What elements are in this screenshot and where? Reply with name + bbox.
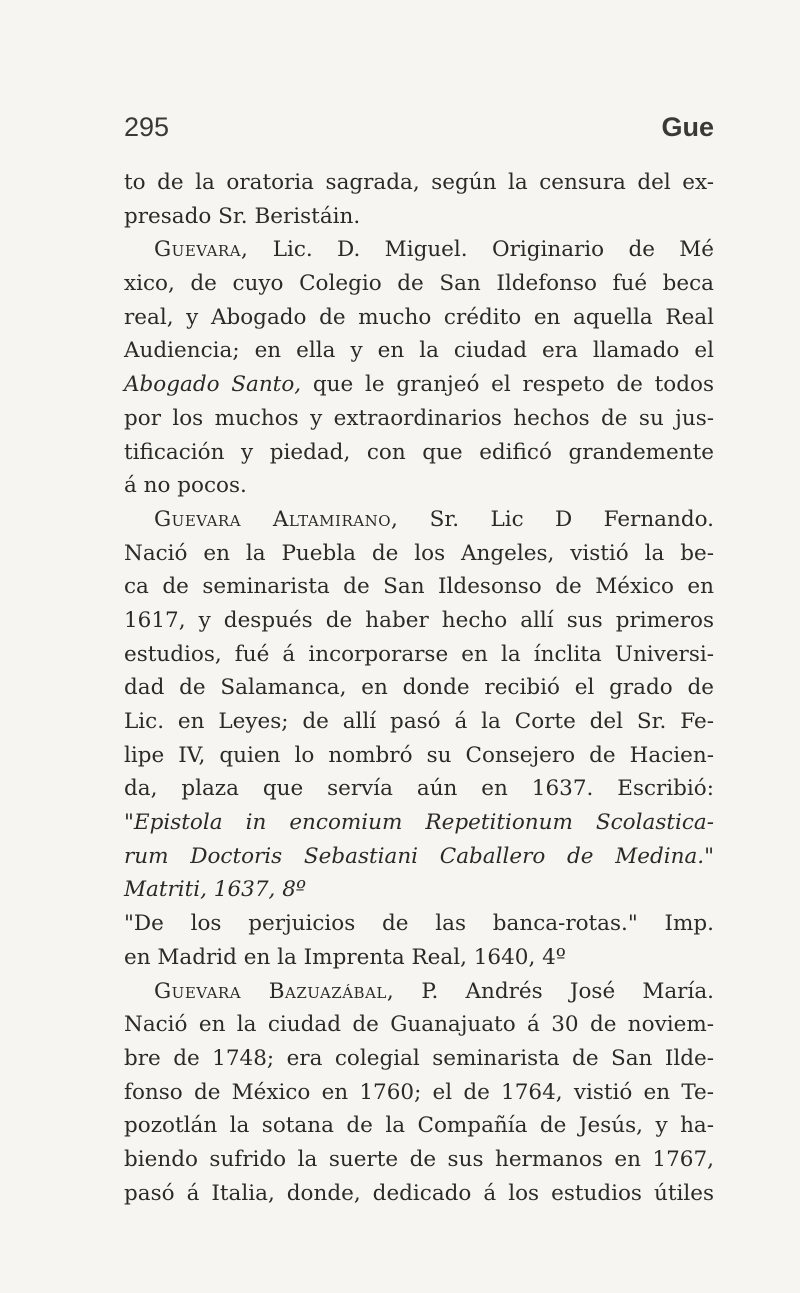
entry-text: Sr. Lic D Fernando.	[398, 506, 714, 532]
text-line: en Madrid en la Imprenta Real, 1640, 4º	[124, 944, 566, 970]
text-line: biendo sufrido la suerte de sus hermanos en 1767,	[124, 1146, 714, 1172]
body-text	[124, 166, 714, 1210]
entry-guevara-altamirano	[124, 503, 714, 537]
text-line: estudios, fué á incorporarse en la ínclita Universi-	[124, 641, 714, 667]
entry-name: Guevara Bazuazábal,	[154, 978, 395, 1004]
text-line: fonso de México en 1760; el de 1764, vistió en Te-	[124, 1079, 714, 1105]
text-line: por los muchos y extraordinarios hechos de su jus-	[124, 405, 714, 431]
italic-text: Abogado Santo,	[124, 372, 302, 398]
text-line: "Epistola in encomium Repetitionum Scolastica-	[124, 810, 714, 836]
text-line: lipe IV, quien lo nombró su Consejero de Hacien-	[124, 742, 714, 768]
text-line: á no pocos.	[124, 473, 247, 499]
entry-text: P. Andrés José María.	[394, 978, 714, 1004]
entry-text: que le granjeó el respeto de todos	[301, 372, 714, 398]
text-line: tificación y piedad, con que edificó grandemente	[124, 439, 714, 465]
running-head: Gue	[661, 112, 714, 142]
text-line: Lic. en Leyes; de allí pasó á la Corte del Sr. Fe-	[124, 709, 714, 734]
text-line: da, plaza que servía aún en 1637. Escribió:	[124, 776, 714, 802]
entry-text: Lic. D. Miguel. Originario de Mé	[248, 237, 714, 263]
entry-guevara-bazuazabal	[124, 975, 714, 1009]
text-line: 1617, y después de haber hecho allí sus primeros	[124, 607, 714, 633]
text-line	[124, 368, 714, 402]
entry-guevara-miguel	[124, 233, 714, 267]
text-line: Nació en la ciudad de Guanajuato á 30 de noviem-	[124, 1012, 714, 1038]
text-line: to de la oratoria sagrada, según la censura del ex-	[124, 170, 714, 195]
text-line: "De los perjuicios de las banca-rotas." Imp.	[124, 911, 714, 937]
text-line: Audiencia; en ella y en la ciudad era llamado el	[124, 338, 714, 364]
text-line: real, y Abogado de mucho crédito en aquella Real	[124, 304, 714, 330]
text-line: pasó á Italia, donde, dedicado á los estudios útiles	[124, 1180, 714, 1206]
text-line: dad de Salamanca, en donde recibió el grado de	[124, 675, 714, 701]
text-line: presado Sr. Beristáin.	[124, 203, 361, 229]
text-line: bre de 1748; era colegial seminarista de San Ilde-	[124, 1045, 714, 1071]
page-header	[124, 112, 714, 148]
entry-name: Guevara Altamirano,	[154, 506, 399, 532]
page-number: 295	[124, 112, 170, 142]
text-line: Nació en la Puebla de los Angeles, vistió la be-	[124, 540, 714, 566]
text-line: Matriti, 1637, 8º	[124, 877, 306, 903]
text-line: xico, de cuyo Colegio de San Ildefonso fué beca	[124, 271, 714, 297]
text-line: ca de seminarista de San Ildesonso de México en	[124, 574, 714, 600]
text-line: rum Doctoris Sebastiani Caballero de Medina."	[124, 843, 714, 869]
entry-name: Guevara,	[154, 237, 249, 263]
text-line: pozotlán la sotana de la Compañía de Jesús, y ha-	[124, 1113, 714, 1139]
